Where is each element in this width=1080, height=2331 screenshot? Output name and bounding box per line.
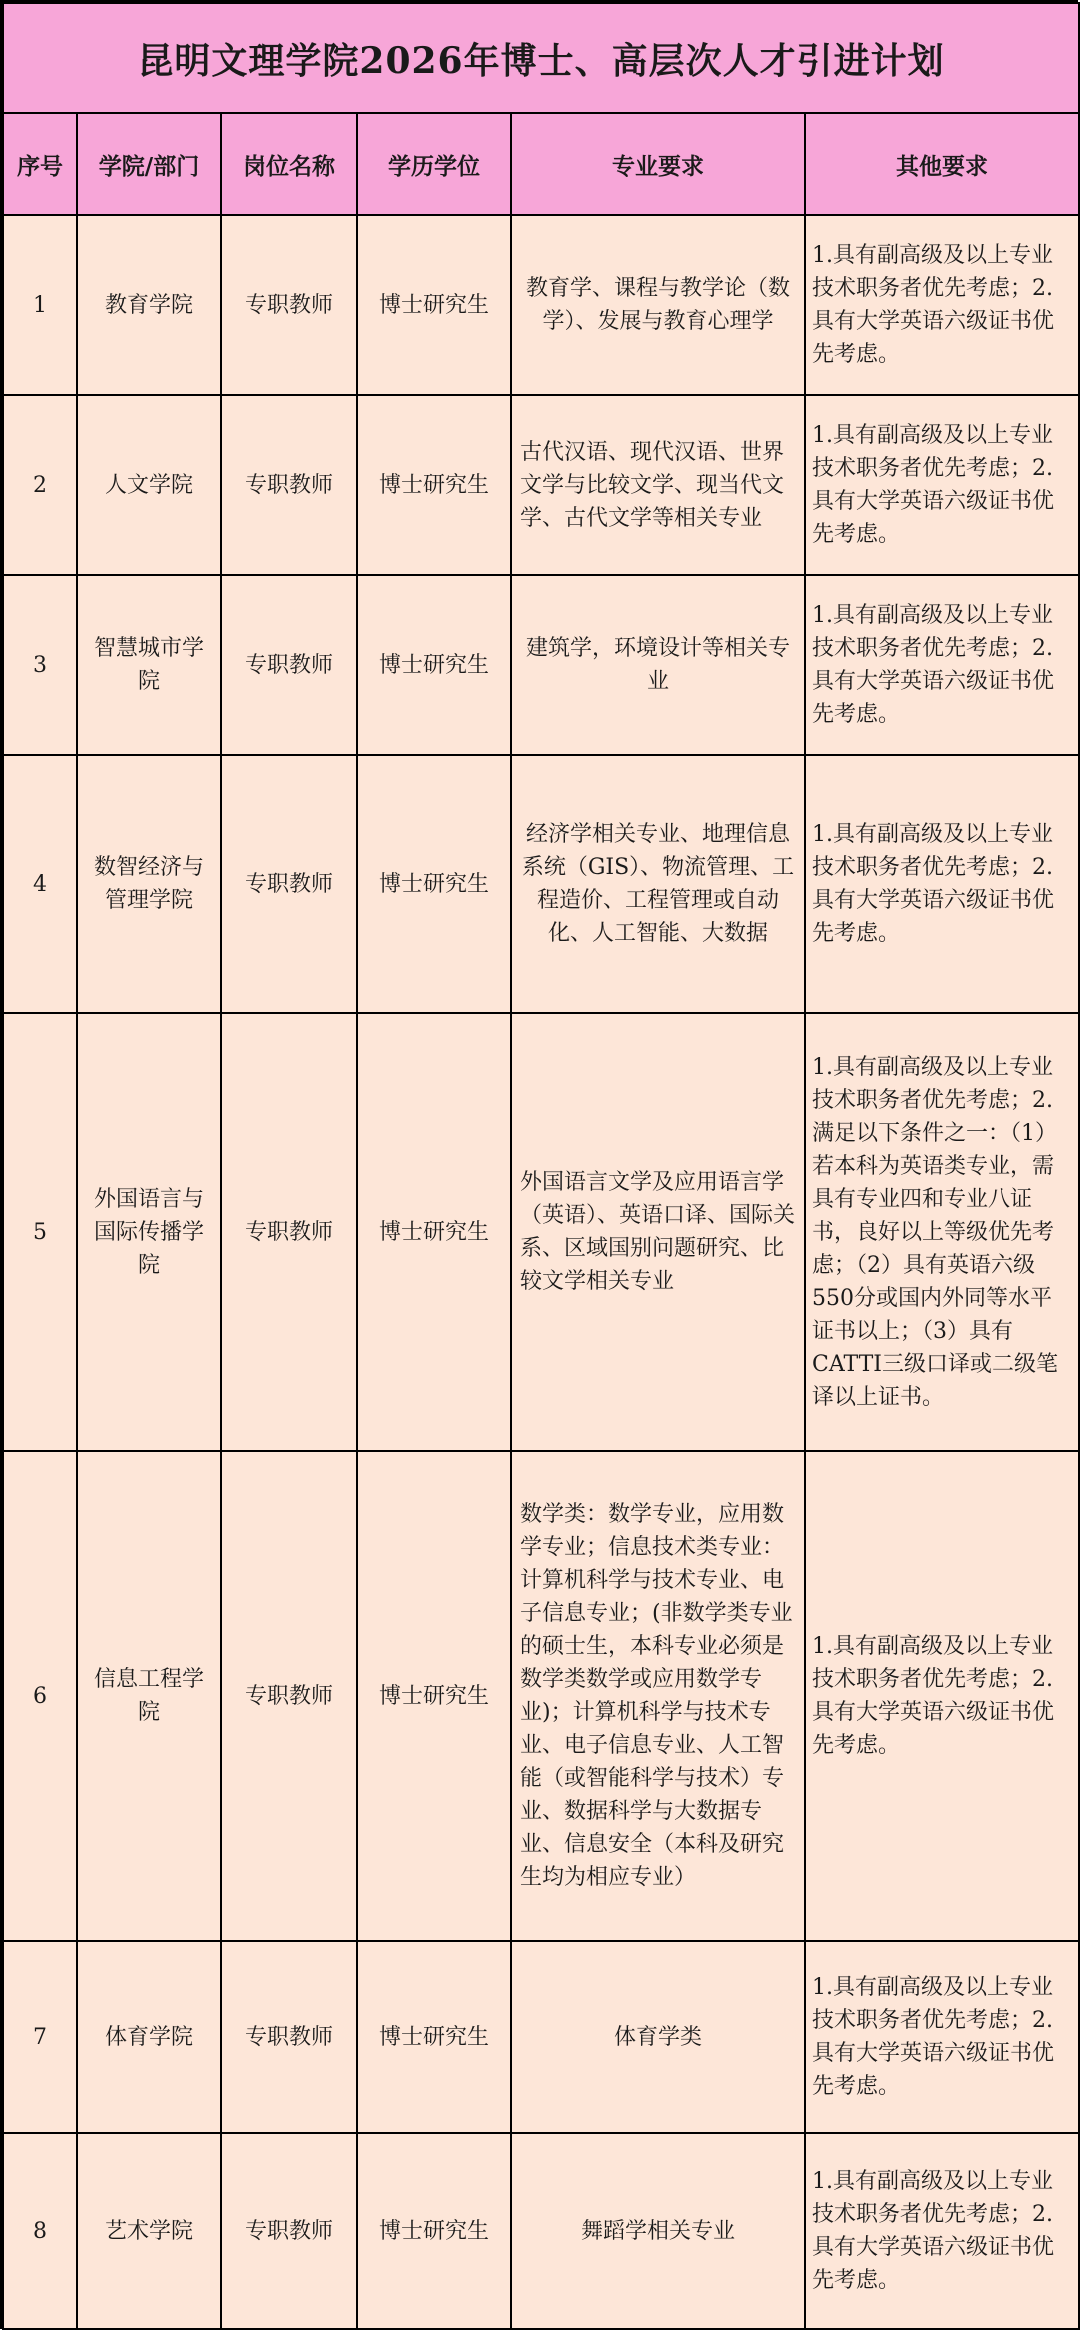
header-degree: 学历学位	[357, 113, 511, 215]
table-row	[3, 1013, 1079, 1451]
cell-other: 1.具有副高级及以上专业技术职务者优先考虑；2.具有大学英语六级证书优先考虑。	[805, 2133, 1079, 2329]
table-row	[3, 575, 1079, 755]
cell-dept: 信息工程学院	[77, 1451, 221, 1941]
cell-position: 专职教师	[221, 1451, 357, 1941]
title-row	[3, 3, 1079, 113]
cell-no: 2	[3, 395, 77, 575]
cell-dept: 外国语言与国际传播学院	[77, 1013, 221, 1451]
header-row	[3, 113, 1079, 215]
cell-position: 专职教师	[221, 215, 357, 395]
cell-dept: 数智经济与管理学院	[77, 755, 221, 1013]
table-row	[3, 395, 1079, 575]
cell-degree: 博士研究生	[357, 1013, 511, 1451]
cell-position: 专职教师	[221, 1013, 357, 1451]
cell-position: 专职教师	[221, 1941, 357, 2133]
table-row	[3, 2133, 1079, 2329]
header-other: 其他要求	[805, 113, 1079, 215]
cell-position: 专职教师	[221, 395, 357, 575]
cell-degree: 博士研究生	[357, 2133, 511, 2329]
cell-degree: 博士研究生	[357, 755, 511, 1013]
header-no: 序号	[3, 113, 77, 215]
cell-no: 1	[3, 215, 77, 395]
header-major: 专业要求	[511, 113, 805, 215]
cell-no: 3	[3, 575, 77, 755]
table-row	[3, 215, 1079, 395]
recruitment-table	[2, 2, 1080, 2330]
cell-other: 1.具有副高级及以上专业技术职务者优先考虑；2.具有大学英语六级证书优先考虑。	[805, 395, 1079, 575]
cell-major: 舞蹈学相关专业	[511, 2133, 805, 2329]
cell-major: 经济学相关专业、地理信息系统（GIS）、物流管理、工程造价、工程管理或自动化、人工智能、大数据	[511, 755, 805, 1013]
cell-degree: 博士研究生	[357, 395, 511, 575]
cell-no: 5	[3, 1013, 77, 1451]
cell-no: 4	[3, 755, 77, 1013]
cell-no: 8	[3, 2133, 77, 2329]
cell-dept: 教育学院	[77, 215, 221, 395]
cell-other: 1.具有副高级及以上专业技术职务者优先考虑；2.具有大学英语六级证书优先考虑。	[805, 755, 1079, 1013]
header-dept: 学院/部门	[77, 113, 221, 215]
cell-major: 体育学类	[511, 1941, 805, 2133]
table-row	[3, 1941, 1079, 2133]
cell-major: 数学类：数学专业，应用数学专业；信息技术类专业：计算机科学与技术专业、电子信息专业；(非数学类专业的硕士生，本科专业必须是数学类数学或应用数学专业)；计算机科学与技术专业、电子信息专业、人工智能（或智能科学与技术）专业、数据科学与大数据专业、信息安全（本科及研究生均为相应专业）	[511, 1451, 805, 1941]
cell-major: 古代汉语、现代汉语、世界文学与比较文学、现当代文学、古代文学等相关专业	[511, 395, 805, 575]
cell-major: 教育学、课程与教学论（数学）、发展与教育心理学	[511, 215, 805, 395]
cell-dept: 艺术学院	[77, 2133, 221, 2329]
cell-position: 专职教师	[221, 575, 357, 755]
table-row	[3, 755, 1079, 1013]
cell-position: 专职教师	[221, 755, 357, 1013]
cell-other: 1.具有副高级及以上专业技术职务者优先考虑；2.满足以下条件之一：（1）若本科为英语类专业，需具有专业四和专业八证书，良好以上等级优先考虑；（2）具有英语六级550分或国内外同等水平证书以上；（3）具有CATTI三级口译或二级笔译以上证书。	[805, 1013, 1079, 1451]
cell-degree: 博士研究生	[357, 1451, 511, 1941]
cell-degree: 博士研究生	[357, 575, 511, 755]
page-title: 昆明文理学院2026年博士、高层次人才引进计划	[3, 3, 1079, 113]
cell-major: 外国语言文学及应用语言学（英语）、英语口译、国际关系、区域国别问题研究、比较文学相关专业	[511, 1013, 805, 1451]
cell-other: 1.具有副高级及以上专业技术职务者优先考虑；2.具有大学英语六级证书优先考虑。	[805, 575, 1079, 755]
cell-no: 6	[3, 1451, 77, 1941]
cell-other: 1.具有副高级及以上专业技术职务者优先考虑；2.具有大学英语六级证书优先考虑。	[805, 1941, 1079, 2133]
cell-other: 1.具有副高级及以上专业技术职务者优先考虑；2.具有大学英语六级证书优先考虑。	[805, 215, 1079, 395]
cell-no: 7	[3, 1941, 77, 2133]
cell-degree: 博士研究生	[357, 1941, 511, 2133]
cell-position: 专职教师	[221, 2133, 357, 2329]
cell-major: 建筑学，环境设计等相关专业	[511, 575, 805, 755]
table-row	[3, 1451, 1079, 1941]
cell-dept: 智慧城市学院	[77, 575, 221, 755]
cell-dept: 人文学院	[77, 395, 221, 575]
cell-dept: 体育学院	[77, 1941, 221, 2133]
header-position: 岗位名称	[221, 113, 357, 215]
cell-degree: 博士研究生	[357, 215, 511, 395]
cell-other: 1.具有副高级及以上专业技术职务者优先考虑；2.具有大学英语六级证书优先考虑。	[805, 1451, 1079, 1941]
